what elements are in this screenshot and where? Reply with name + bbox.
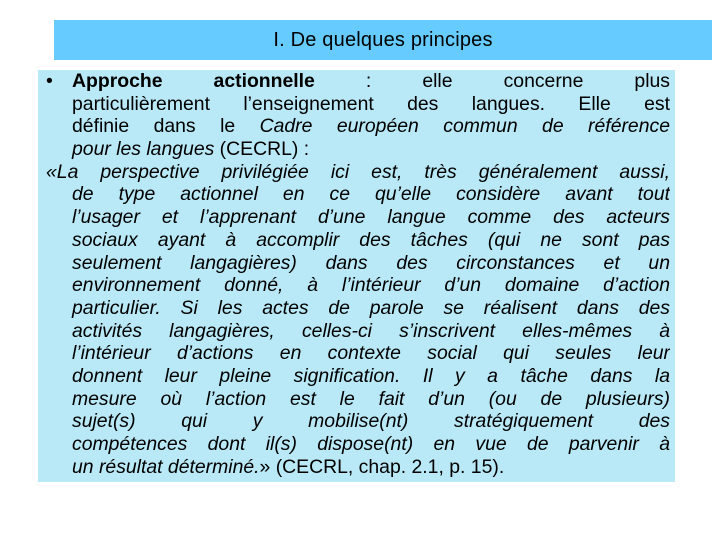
cadre-title-cont: pour les langues: [72, 138, 215, 161]
bullet-icon: •: [46, 70, 53, 92]
quote-line: compétences dont il(s) dispose(nt) en vue de parvenir à: [72, 433, 670, 455]
citation: » (CECRL, chap. 2.1, p. 15).: [259, 455, 505, 478]
quote-line: mesure où l’action est le fait d’un (ou de plusieurs): [72, 387, 670, 410]
quote-line: activités langagières, celles-ci s’inscrivent elles-mêmes à: [72, 319, 670, 342]
quote-line: l’intérieur d’actions en contexte social qui seules leur: [72, 342, 670, 365]
quote-line: donnent leur pleine signification. Il y a tâche dans la: [72, 364, 670, 387]
text-line: [46, 70, 670, 93]
approach-term: Approche actionnelle: [72, 70, 315, 92]
quote-line: particulier. Si les actes de parole se réalisent dans des: [72, 296, 670, 319]
text-line: [46, 115, 670, 138]
quote-line: seulement langagières) dans des circonstances et un: [72, 251, 670, 274]
quote-line: sujet(s) qui y mobilise(nt) stratégiquement des: [72, 410, 670, 433]
quote-line: environnement donné, à l’intérieur d’un domaine d’action: [72, 274, 670, 297]
cadre-title: Cadre européen commun de référence: [259, 115, 670, 138]
slide-title-banner: [54, 20, 712, 60]
quote-line: l’usager et l’apprenant d’une langue comme des acteurs: [72, 206, 670, 229]
text-fragment: : elle concerne plus: [314, 70, 670, 92]
quote-end: un résultat déterminé.: [72, 455, 260, 478]
quote-line: sociaux ayant à accomplir des tâches (qui ne sont pas: [72, 228, 670, 251]
quote-line: de type actionnel en ce qu’elle considère avant tout: [72, 183, 670, 206]
text-fragment: définie dans le: [72, 115, 260, 138]
body-text: [46, 70, 670, 478]
text-fragment: (CECRL) :: [214, 138, 310, 161]
quote-line: «La perspective privilégiée ici est, très généralement aussi,: [46, 160, 670, 183]
text-line: [46, 456, 670, 479]
slide-title: I. De quelques principes: [273, 28, 493, 51]
text-line: [46, 138, 670, 161]
text-line: particulièrement l’enseignement des langues. Elle est: [72, 92, 670, 115]
